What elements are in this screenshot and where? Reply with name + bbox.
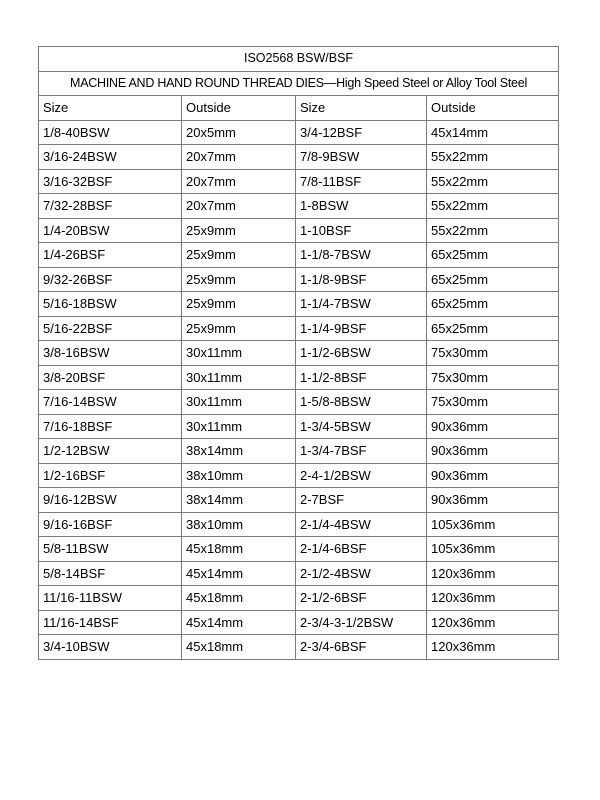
size-1-cell: 9/16-12BSW bbox=[39, 488, 182, 513]
outside-2-cell: 75x30mm bbox=[427, 365, 559, 390]
outside-1-cell: 30x11mm bbox=[182, 414, 296, 439]
outside-1-cell: 20x7mm bbox=[182, 169, 296, 194]
header-row bbox=[39, 96, 559, 121]
header-size-1: Size bbox=[39, 96, 182, 121]
table-row bbox=[39, 537, 559, 562]
table-subtitle: MACHINE AND HAND ROUND THREAD DIES—High Speed Steel or Alloy Tool Steel bbox=[39, 71, 559, 96]
size-2-cell: 2-3/4-6BSF bbox=[296, 635, 427, 660]
outside-2-cell: 120x36mm bbox=[427, 610, 559, 635]
size-2-cell: 2-3/4-3-1/2BSW bbox=[296, 610, 427, 635]
outside-2-cell: 105x36mm bbox=[427, 512, 559, 537]
table-row bbox=[39, 390, 559, 415]
size-2-cell: 1-1/2-8BSF bbox=[296, 365, 427, 390]
size-1-cell: 11/16-14BSF bbox=[39, 610, 182, 635]
size-2-cell: 2-1/4-6BSF bbox=[296, 537, 427, 562]
table-row bbox=[39, 316, 559, 341]
outside-1-cell: 38x14mm bbox=[182, 439, 296, 464]
size-2-cell: 2-1/4-4BSW bbox=[296, 512, 427, 537]
table-row bbox=[39, 218, 559, 243]
outside-2-cell: 55x22mm bbox=[427, 218, 559, 243]
size-1-cell: 1/4-26BSF bbox=[39, 243, 182, 268]
size-2-cell: 1-1/8-7BSW bbox=[296, 243, 427, 268]
size-2-cell: 1-1/4-9BSF bbox=[296, 316, 427, 341]
outside-2-cell: 105x36mm bbox=[427, 537, 559, 562]
table-row bbox=[39, 610, 559, 635]
title-row bbox=[39, 47, 559, 72]
outside-2-cell: 65x25mm bbox=[427, 292, 559, 317]
table-row bbox=[39, 243, 559, 268]
size-2-cell: 1-5/8-8BSW bbox=[296, 390, 427, 415]
outside-1-cell: 25x9mm bbox=[182, 267, 296, 292]
outside-1-cell: 20x5mm bbox=[182, 120, 296, 145]
table-row bbox=[39, 586, 559, 611]
table-row bbox=[39, 439, 559, 464]
outside-2-cell: 55x22mm bbox=[427, 169, 559, 194]
size-1-cell: 5/8-11BSW bbox=[39, 537, 182, 562]
outside-2-cell: 120x36mm bbox=[427, 635, 559, 660]
outside-2-cell: 45x14mm bbox=[427, 120, 559, 145]
outside-2-cell: 75x30mm bbox=[427, 341, 559, 366]
outside-1-cell: 45x14mm bbox=[182, 610, 296, 635]
size-1-cell: 1/8-40BSW bbox=[39, 120, 182, 145]
outside-1-cell: 45x14mm bbox=[182, 561, 296, 586]
outside-1-cell: 38x14mm bbox=[182, 488, 296, 513]
size-2-cell: 2-1/2-6BSF bbox=[296, 586, 427, 611]
size-1-cell: 1/2-16BSF bbox=[39, 463, 182, 488]
size-1-cell: 11/16-11BSW bbox=[39, 586, 182, 611]
size-2-cell: 1-10BSF bbox=[296, 218, 427, 243]
outside-1-cell: 20x7mm bbox=[182, 194, 296, 219]
outside-1-cell: 25x9mm bbox=[182, 316, 296, 341]
subtitle-row bbox=[39, 71, 559, 96]
size-2-cell: 1-3/4-7BSF bbox=[296, 439, 427, 464]
size-2-cell: 3/4-12BSF bbox=[296, 120, 427, 145]
table-row bbox=[39, 341, 559, 366]
outside-1-cell: 45x18mm bbox=[182, 586, 296, 611]
size-2-cell: 1-1/8-9BSF bbox=[296, 267, 427, 292]
table-title: ISO2568 BSW/BSF bbox=[39, 47, 559, 72]
outside-2-cell: 55x22mm bbox=[427, 145, 559, 170]
outside-2-cell: 90x36mm bbox=[427, 463, 559, 488]
size-1-cell: 9/32-26BSF bbox=[39, 267, 182, 292]
size-2-cell: 1-1/4-7BSW bbox=[296, 292, 427, 317]
header-outside-1: Outside bbox=[182, 96, 296, 121]
table-row bbox=[39, 512, 559, 537]
outside-2-cell: 90x36mm bbox=[427, 439, 559, 464]
table-row bbox=[39, 145, 559, 170]
size-1-cell: 5/16-18BSW bbox=[39, 292, 182, 317]
size-2-cell: 1-8BSW bbox=[296, 194, 427, 219]
size-1-cell: 3/4-10BSW bbox=[39, 635, 182, 660]
size-2-cell: 1-3/4-5BSW bbox=[296, 414, 427, 439]
size-1-cell: 5/16-22BSF bbox=[39, 316, 182, 341]
size-2-cell: 2-4-1/2BSW bbox=[296, 463, 427, 488]
outside-2-cell: 90x36mm bbox=[427, 414, 559, 439]
size-2-cell: 7/8-11BSF bbox=[296, 169, 427, 194]
size-1-cell: 3/16-24BSW bbox=[39, 145, 182, 170]
size-1-cell: 7/32-28BSF bbox=[39, 194, 182, 219]
outside-1-cell: 38x10mm bbox=[182, 463, 296, 488]
outside-1-cell: 30x11mm bbox=[182, 341, 296, 366]
table-row bbox=[39, 292, 559, 317]
table-row bbox=[39, 169, 559, 194]
size-1-cell: 1/4-20BSW bbox=[39, 218, 182, 243]
outside-2-cell: 120x36mm bbox=[427, 561, 559, 586]
table-row bbox=[39, 267, 559, 292]
size-2-cell: 7/8-9BSW bbox=[296, 145, 427, 170]
size-1-cell: 7/16-18BSF bbox=[39, 414, 182, 439]
table-row bbox=[39, 414, 559, 439]
outside-1-cell: 20x7mm bbox=[182, 145, 296, 170]
outside-1-cell: 45x18mm bbox=[182, 635, 296, 660]
outside-1-cell: 45x18mm bbox=[182, 537, 296, 562]
size-1-cell: 1/2-12BSW bbox=[39, 439, 182, 464]
outside-1-cell: 25x9mm bbox=[182, 243, 296, 268]
header-size-2: Size bbox=[296, 96, 427, 121]
table-body bbox=[39, 47, 559, 660]
outside-1-cell: 38x10mm bbox=[182, 512, 296, 537]
outside-2-cell: 90x36mm bbox=[427, 488, 559, 513]
table-row bbox=[39, 561, 559, 586]
outside-1-cell: 25x9mm bbox=[182, 292, 296, 317]
outside-2-cell: 55x22mm bbox=[427, 194, 559, 219]
table-row bbox=[39, 120, 559, 145]
outside-2-cell: 65x25mm bbox=[427, 316, 559, 341]
outside-2-cell: 65x25mm bbox=[427, 243, 559, 268]
outside-1-cell: 30x11mm bbox=[182, 390, 296, 415]
outside-2-cell: 65x25mm bbox=[427, 267, 559, 292]
size-1-cell: 7/16-14BSW bbox=[39, 390, 182, 415]
outside-2-cell: 120x36mm bbox=[427, 586, 559, 611]
thread-dies-table bbox=[38, 46, 559, 660]
size-1-cell: 3/8-16BSW bbox=[39, 341, 182, 366]
size-1-cell: 9/16-16BSF bbox=[39, 512, 182, 537]
table-row bbox=[39, 635, 559, 660]
table-row bbox=[39, 463, 559, 488]
size-2-cell: 2-7BSF bbox=[296, 488, 427, 513]
table-row bbox=[39, 488, 559, 513]
table-row bbox=[39, 365, 559, 390]
table-row bbox=[39, 194, 559, 219]
size-1-cell: 3/8-20BSF bbox=[39, 365, 182, 390]
outside-1-cell: 25x9mm bbox=[182, 218, 296, 243]
size-2-cell: 1-1/2-6BSW bbox=[296, 341, 427, 366]
outside-1-cell: 30x11mm bbox=[182, 365, 296, 390]
header-outside-2: Outside bbox=[427, 96, 559, 121]
size-1-cell: 5/8-14BSF bbox=[39, 561, 182, 586]
outside-2-cell: 75x30mm bbox=[427, 390, 559, 415]
size-1-cell: 3/16-32BSF bbox=[39, 169, 182, 194]
size-2-cell: 2-1/2-4BSW bbox=[296, 561, 427, 586]
